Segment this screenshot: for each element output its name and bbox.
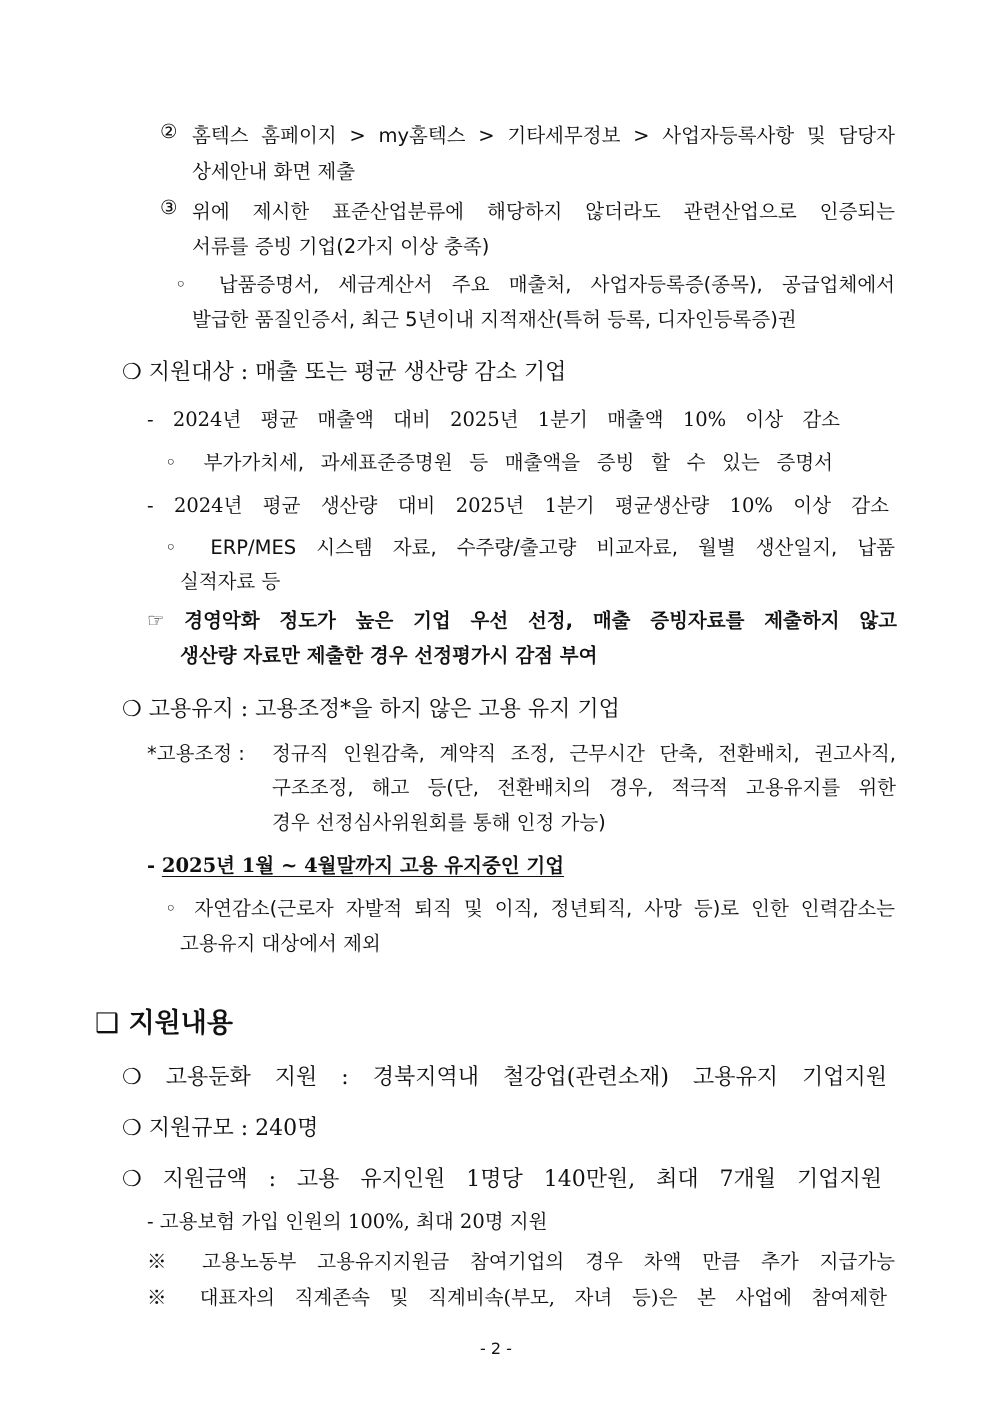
target-dash1: - 2024년 평균 매출액 대비 2025년 1분기 매출액 10% 이상 감소	[147, 408, 840, 431]
employment-dash-prefix: -	[147, 854, 162, 877]
employment-footnote-line2: 구조조정, 해고 등(단, 전환배치의 경우, 적극적 고용유지를 위한	[272, 776, 896, 799]
item2-number: ②	[160, 120, 178, 143]
page-number: - 2 -	[480, 1339, 512, 1358]
support-item3-dash: - 고용보험 가입 인원의 100%, 최대 20명 지원	[147, 1210, 548, 1233]
item3-number: ③	[160, 196, 178, 219]
target-dash2: - 2024년 평균 생산량 대비 2025년 1분기 평균생산량 10% 이상 감소	[147, 494, 889, 517]
support-item2: ❍ 지원규모 : 240명	[122, 1116, 319, 1141]
item3-line1: 위에 제시한 표준산업분류에 해당하지 않더라도 관련산업으로 인증되는	[192, 200, 895, 223]
item2-line2: 상세안내 화면 제출	[192, 160, 356, 183]
employment-dash-sub-line1: ◦ 자연감소(근로자 자발적 퇴직 및 이직, 정년퇴직, 사망 등)로 인한 인력감소는	[165, 897, 895, 920]
support-item3: ❍ 지원금액 : 고용 유지인원 1명당 140만원, 최대 7개월 기업지원	[122, 1167, 882, 1192]
item3-line2: 서류를 증빙 기업(2가지 이상 충족)	[192, 235, 490, 258]
target-heading: ❍ 지원대상 : 매출 또는 평균 생산량 감소 기업	[122, 360, 567, 385]
support-note2: ※ 대표자의 직계존속 및 직계비속(부모, 자녀 등)은 본 사업에 참여제한	[147, 1286, 887, 1309]
support-item1: ❍ 고용둔화 지원 : 경북지역내 철강업(관련소재) 고용유지 기업지원	[122, 1065, 887, 1090]
employment-footnote-line1: 정규직 인원감축, 계약직 조정, 근무시간 단축, 전환배치, 권고사직,	[272, 742, 896, 765]
item3-sub-line2: 발급한 품질인증서, 최근 5년이내 지적재산(특허 등록, 디자인등록증)권	[192, 308, 797, 331]
employment-dash	[147, 850, 564, 878]
employment-dash-sub-line2: 고용유지 대상에서 제외	[180, 932, 381, 955]
item3-sub-line1: ◦ 납품증명서, 세금계산서 주요 매출처, 사업자등록증(종목), 공급업체에서	[175, 273, 895, 296]
employment-footnote-line3: 경우 선정심사위원회를 통해 인정 가능)	[272, 811, 606, 834]
employment-heading: ❍ 고용유지 : 고용조정*을 하지 않은 고용 유지 기업	[122, 697, 620, 722]
target-dash1-sub: ◦ 부가가치세, 과세표준증명원 등 매출액을 증빙 할 수 있는 증명서	[165, 451, 833, 474]
target-dash2-sub-line2: 실적자료 등	[180, 570, 281, 593]
target-note-line2: 생산량 자료만 제출한 경우 선정평가시 감점 부여	[180, 644, 598, 667]
item2-line1: 홈텍스 홈페이지 > my홈텍스 > 기타세무정보 > 사업자등록사항 및 담당자	[192, 124, 895, 147]
support-note1: ※ 고용노동부 고용유지지원금 참여기업의 경우 차액 만큼 추가 지급가능	[147, 1250, 895, 1273]
support-section-title: ❑ 지원내용	[95, 1008, 233, 1039]
target-note-line1: ☞ 경영악화 정도가 높은 기업 우선 선정, 매출 증빙자료를 제출하지 않고	[147, 609, 897, 632]
target-dash2-sub-line1: ◦ ERP/MES 시스템 자료, 수주량/출고량 비교자료, 월별 생산일지, 납품	[165, 536, 895, 559]
employment-dash-text: 2025년 1월 ~ 4월말까지 고용 유지중인 기업	[161, 854, 565, 877]
employment-footnote-label: *고용조정 :	[147, 742, 245, 765]
